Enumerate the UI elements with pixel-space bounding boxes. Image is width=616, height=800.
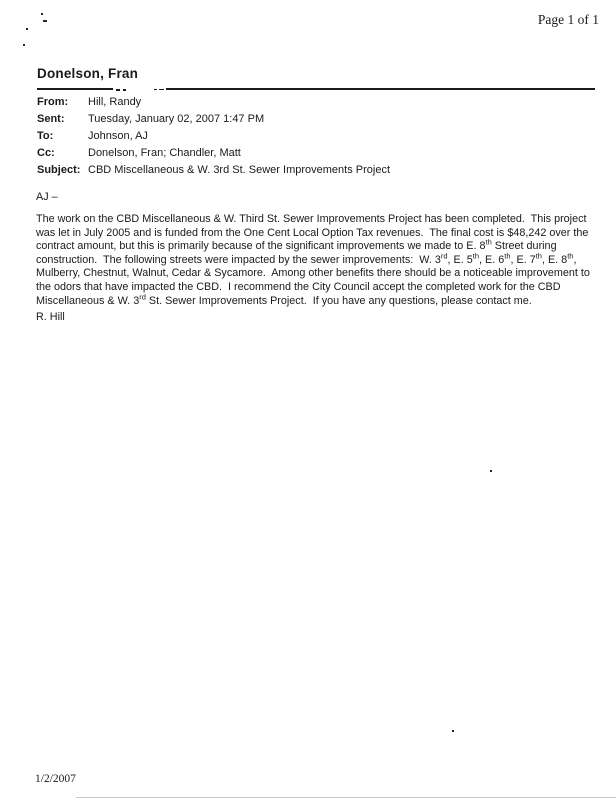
to-label: To: (37, 130, 54, 142)
cc-value: Donelson, Fran; Chandler, Matt (88, 147, 241, 159)
scan-artifact-dot (43, 20, 47, 22)
page-number-label: Page 1 of 1 (537, 12, 599, 27)
header-row-sent (37, 113, 390, 130)
subject-label: Subject: (37, 164, 81, 176)
header-row-from (37, 96, 390, 113)
divider-segment (166, 88, 595, 90)
mailbox-owner-name: Donelson, Fran (37, 66, 139, 81)
scan-edge-artifact (76, 797, 616, 798)
scan-artifact-dot (41, 13, 43, 15)
divider-segment (123, 89, 126, 91)
divider-segment (159, 89, 164, 91)
header-row-subject (37, 164, 390, 181)
sent-label: Sent: (37, 113, 65, 125)
header-row-to (37, 130, 390, 147)
from-value: Hill, Randy (88, 96, 142, 108)
footer-print-date: 1/2/2007 (35, 773, 76, 785)
divider-segment (37, 88, 113, 90)
email-body-paragraph: The work on the CBD Miscellaneous & W. Third St. Sewer Improvements Project has been completed. This project was let in July 2005 and is funded from the One Cent Local Option Tax revenues. The final cost is $48,242 over the contract amount, but this is primarily because of the significant improvements we made to E. 8th Street during construction. The following streets were impacted by the sewer improvements: W. 3rd, E. 5th, E. 6th, E. 7th, E. 8th, Mulberry, Chestnut, Walnut, Cedar & Sycamore. Among other benefits there should be a noticeable improvement to the odors that have impacted the CBD. I recommend the City Council accept the completed work for the CBD Miscellaneous & W. 3rd St. Sewer Improvements Project. If you have any questions, please contact me. (36, 213, 593, 307)
header-row-cc (37, 147, 390, 164)
scan-artifact-dot (23, 44, 25, 46)
scan-artifact-dot (490, 470, 492, 472)
from-label: From: (37, 96, 69, 108)
divider-segment (116, 89, 120, 91)
subject-value: CBD Miscellaneous & W. 3rd St. Sewer Improvements Project (88, 164, 390, 176)
cc-label: Cc: (37, 147, 55, 159)
sent-value: Tuesday, January 02, 2007 1:47 PM (88, 113, 265, 125)
signature-text: R. Hill (36, 311, 65, 323)
to-value: Johnson, AJ (88, 130, 148, 142)
divider-segment (154, 89, 157, 91)
scan-artifact-dot (26, 28, 28, 30)
email-header-block (37, 96, 390, 181)
salutation-text: AJ – (36, 191, 58, 203)
scan-artifact-dot (452, 730, 454, 732)
